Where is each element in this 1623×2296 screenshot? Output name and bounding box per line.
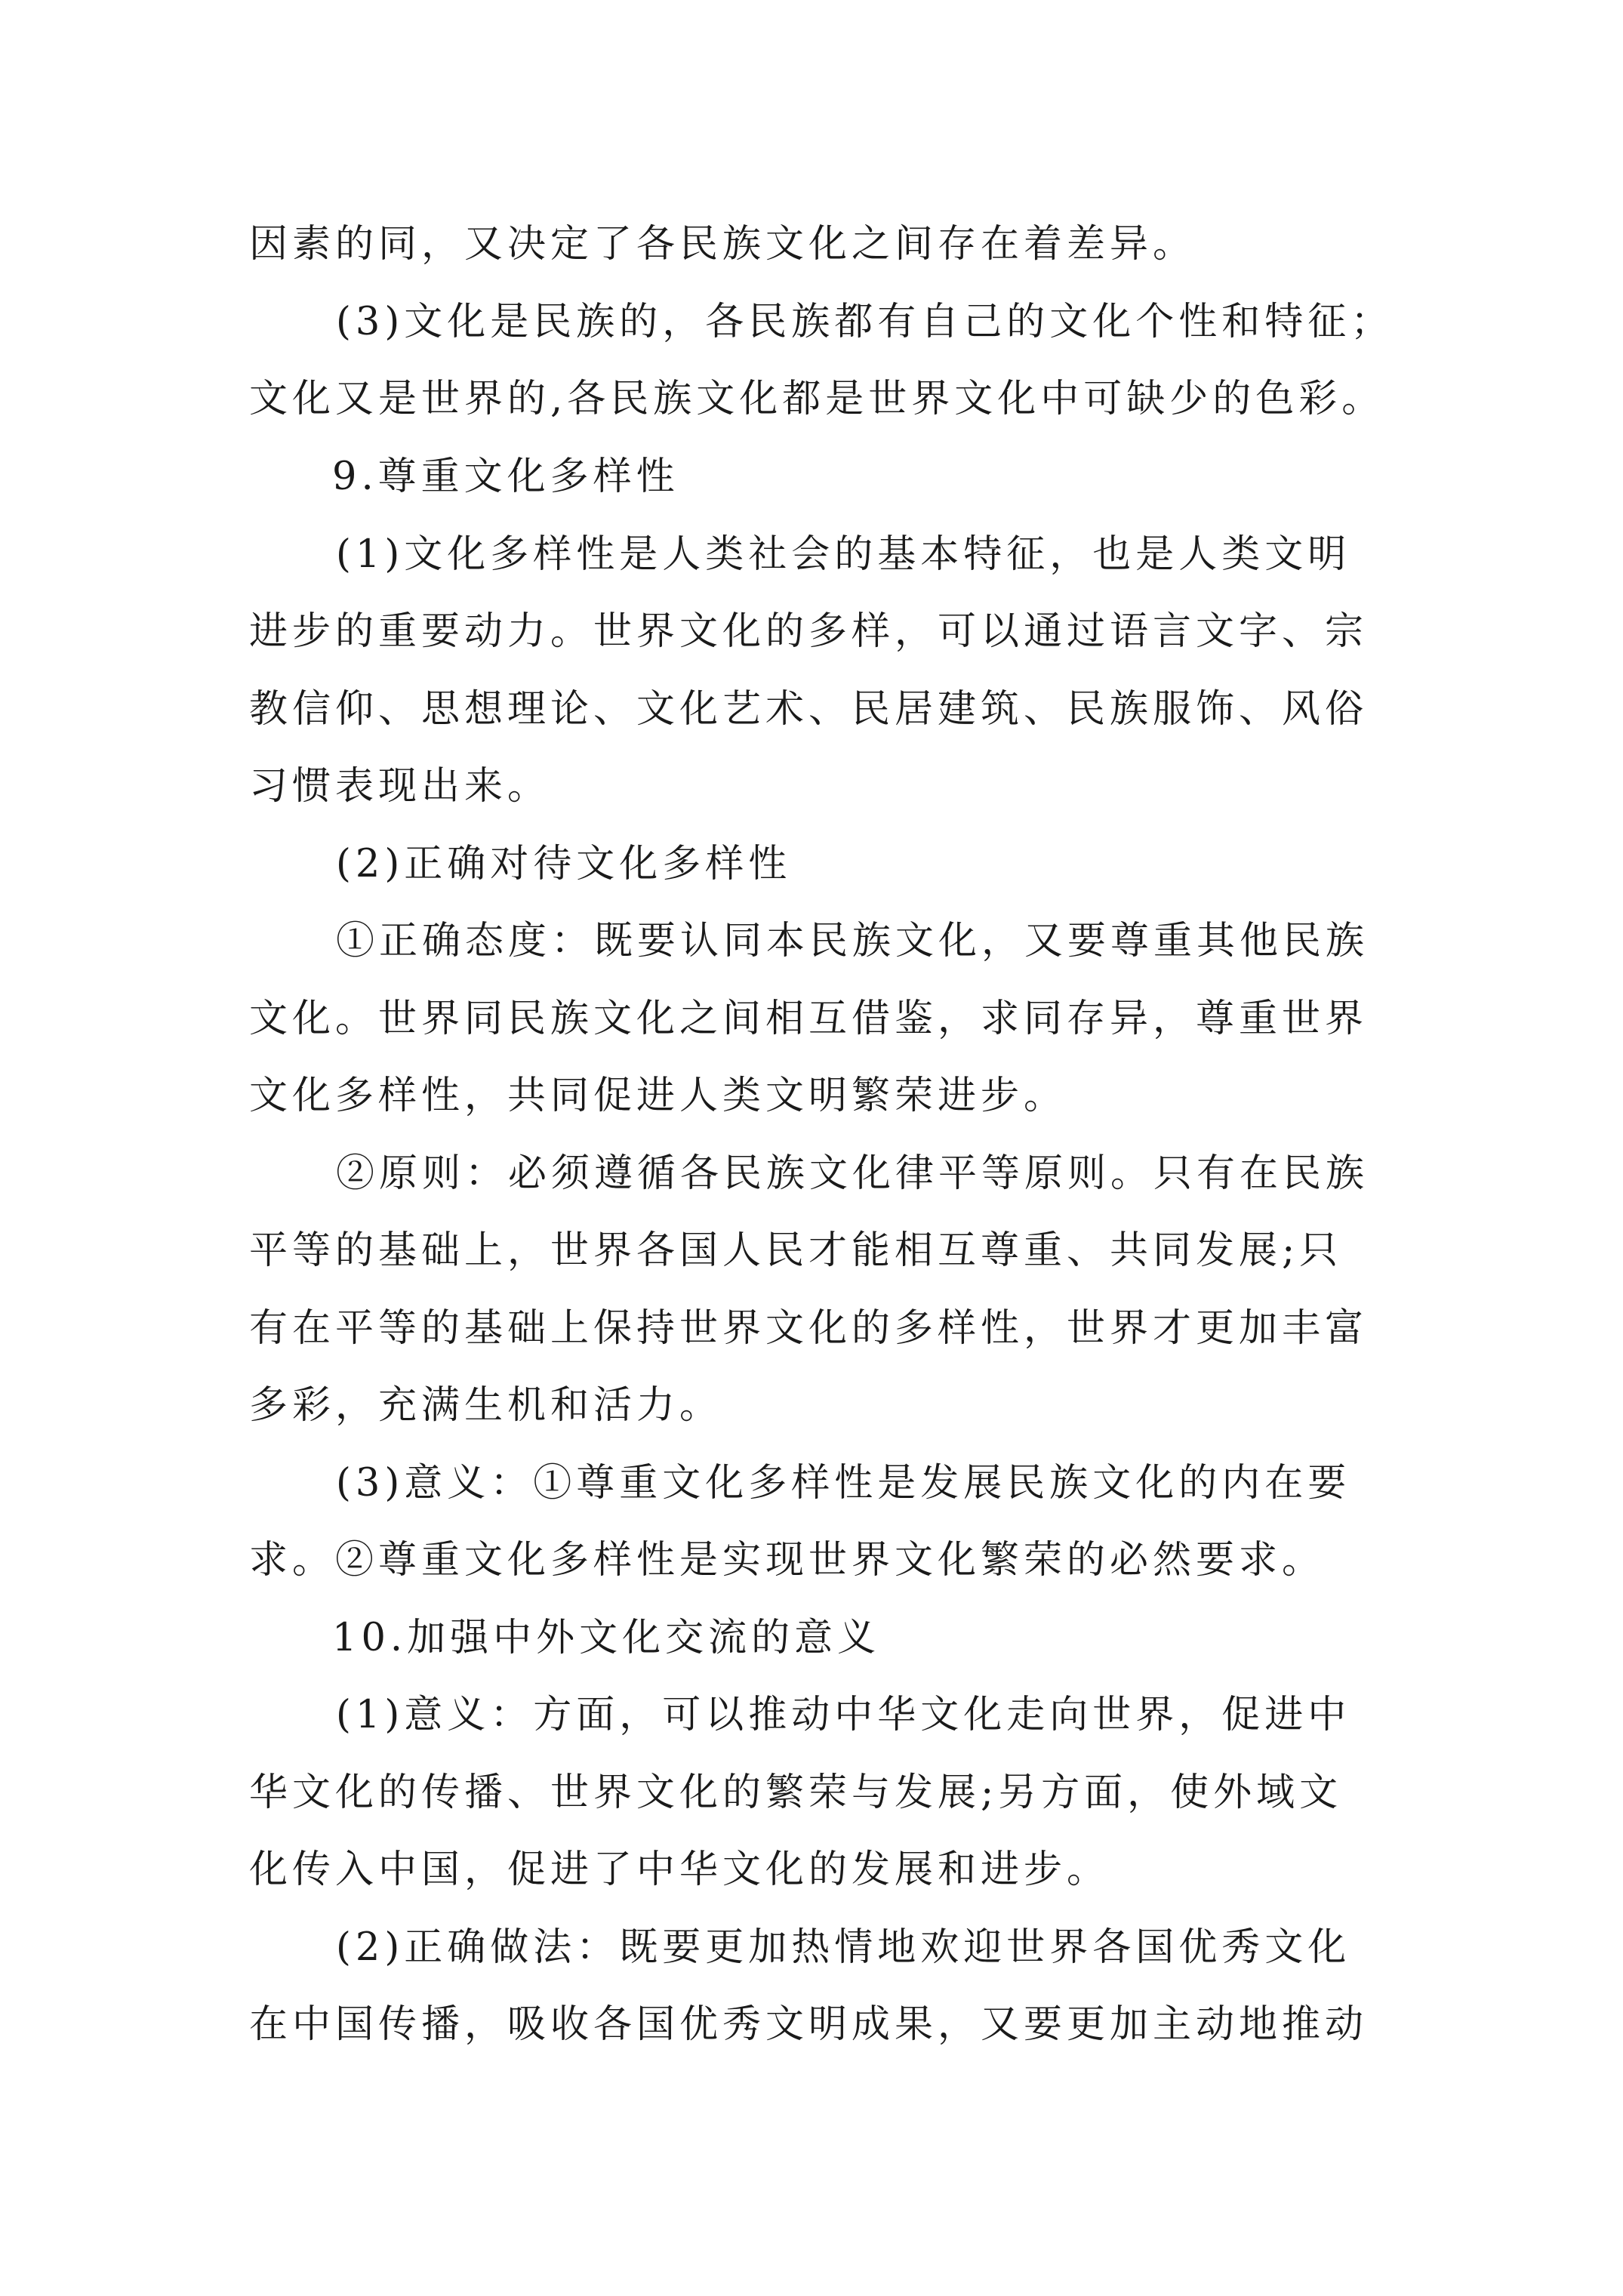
- text-line: (2)正确做法：既要更加热情地欢迎世界各国优秀文化: [336, 1925, 1351, 1970]
- text-line: 有在平等的基础上保持世界文化的多样性，世界才更加丰富: [249, 1306, 1369, 1351]
- text-line: 教信仰、思想理论、文化艺术、民居建筑、民族服饰、风俗: [249, 687, 1369, 732]
- text-line: 文化。世界同民族文化之间相互借鉴，求同存异，尊重世界: [249, 997, 1369, 1041]
- text-line: 习惯表现出来。: [249, 764, 551, 809]
- text-line: 求。②尊重文化多样性是实现世界文化繁荣的必然要求。: [249, 1538, 1326, 1583]
- section-heading: 10.加强中外文化交流的意义: [332, 1616, 881, 1660]
- text-line: ②原则：必须遵循各民族文化律平等原则。只有在民族: [336, 1151, 1369, 1196]
- text-line: 文化又是世界的,各民族文化都是世界文化中可缺少的色彩。: [249, 377, 1385, 421]
- text-line: (1)意义：方面，可以推动中华文化走向世界，促进中: [336, 1693, 1351, 1737]
- text-line: 进步的重要动力。世界文化的多样，可以通过语言文字、宗: [249, 609, 1369, 654]
- text-line: 文化多样性，共同促进人类文明繁荣进步。: [249, 1074, 1067, 1118]
- text-line: (3)意义：①尊重文化多样性是发展民族文化的内在要: [336, 1461, 1351, 1505]
- text-line: 在中国传播，吸收各国优秀文明成果，又要更加主动地推动: [249, 2002, 1369, 2047]
- text-line: ①正确态度：既要认同本民族文化，又要尊重其他民族: [336, 919, 1369, 963]
- text-line: 平等的基础上，世界各国人民才能相互尊重、共同发展;只: [249, 1228, 1343, 1273]
- text-line: 因素的同，又决定了各民族文化之间存在着差异。: [249, 222, 1196, 267]
- text-line: (3)文化是民族的，各民族都有自己的文化个性和特征；: [336, 300, 1394, 344]
- text-line: 多彩，充满生机和活力。: [249, 1383, 723, 1428]
- text-line: 化传入中国，促进了中华文化的发展和进步。: [249, 1848, 1110, 1892]
- text-line: (1)文化多样性是人类社会的基本特征，也是人类文明: [336, 532, 1351, 577]
- section-heading: 9.尊重文化多样性: [332, 455, 679, 499]
- text-line: (2)正确对待文化多样性: [336, 842, 792, 886]
- text-line: 华文化的传播、世界文化的繁荣与发展;另方面，使外域文: [249, 1771, 1343, 1815]
